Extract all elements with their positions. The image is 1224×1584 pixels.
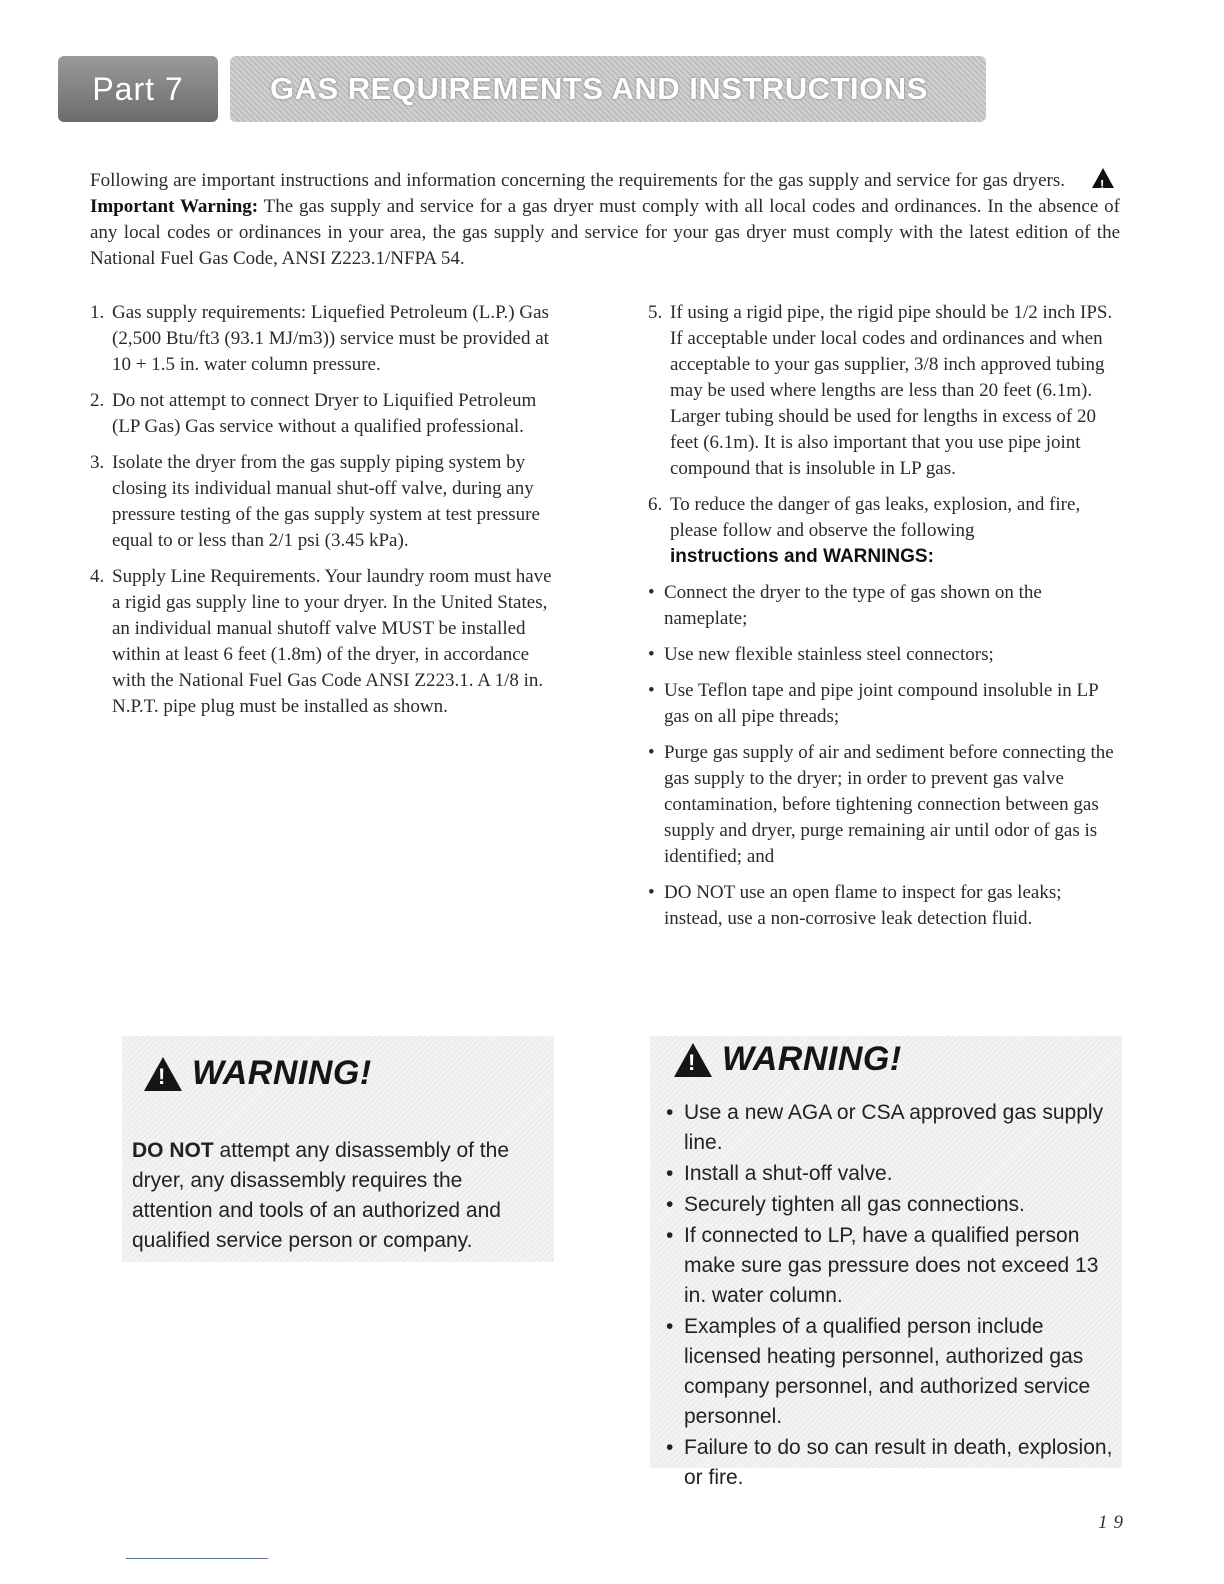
- item-number: 2.: [90, 390, 105, 411]
- bullet-dot: •: [648, 644, 655, 665]
- item-number: 6.: [648, 494, 663, 515]
- bullet-text: Purge gas supply of air and sediment before connecting the gas supply to the dryer; in order to prevent gas valve contamination, before tightening connection between gas supply and dryer, purge remaining air until odor of gas is identified; and: [664, 742, 1114, 867]
- part-tab: [58, 56, 218, 122]
- section-title: GAS REQUIREMENTS AND INSTRUCTIONS: [270, 71, 928, 106]
- instructions-warnings-heading: instructions and WARNINGS:: [670, 546, 934, 567]
- bullet-dot: •: [666, 1436, 674, 1459]
- item-number: 3.: [90, 452, 105, 473]
- item-text: Gas supply requirements: Liquefied Petroleum (L.P.) Gas (2,500 Btu/ft3 (93.1 MJ/m3)) service must be provided at 10 + 1.5 in. water column pressure.: [112, 302, 549, 375]
- item-text: If using a rigid pipe, the rigid pipe should be 1/2 inch IPS. If acceptable under local codes and ordinances and when acceptable to your gas supplier, 3/8 inch approved tubing may be used where lengths are less than 20 feet (6.1m). Larger tubing should be used for lengths in excess of 20 feet (6.1m). It is also important that you use pipe joint compound that is insoluble in LP gas.: [670, 302, 1113, 479]
- warning-bullet-text: If connected to LP, have a qualified person make sure gas pressure does not exceed 13 in. water column.: [684, 1224, 1099, 1307]
- intro-text-after: The gas supply and service for a gas dryer must comply with all local codes and ordinances. In the absence of any local codes or ordinances in your area, the gas supply and service for your gas dryer must comply with the latest edition of the National Fuel Gas Code, ANSI Z223.1/NFPA 54.: [90, 196, 1120, 269]
- page-number: 19: [1098, 1512, 1129, 1533]
- warning-heading-text: WARNING!: [722, 1040, 902, 1078]
- bullet-item: [648, 580, 1118, 632]
- item-number: 4.: [90, 566, 105, 587]
- bullet-item: [648, 880, 1118, 932]
- bullet-dot: •: [666, 1162, 674, 1185]
- warning-list: [666, 1098, 1116, 1494]
- bullet-dot: •: [648, 742, 655, 763]
- list-item: [648, 300, 1118, 482]
- bullet-item: [648, 678, 1118, 730]
- bullet-dot: •: [648, 582, 655, 603]
- list-item: [648, 492, 1118, 570]
- bullet-dot: •: [666, 1193, 674, 1216]
- item-number: 5.: [648, 302, 663, 323]
- left-column: [90, 300, 560, 730]
- item-text: [670, 492, 1118, 570]
- bullet-text: Connect the dryer to the type of gas shown on the nameplate;: [664, 582, 1042, 629]
- list-item: [90, 300, 560, 378]
- warning-bullet: [666, 1190, 1116, 1220]
- warning-bullet: [666, 1433, 1116, 1493]
- warning-box-gas: [650, 1036, 1122, 1489]
- bullet-dot: •: [666, 1224, 674, 1247]
- warning-bullet: [666, 1098, 1116, 1158]
- bullet-text: Use Teflon tape and pipe joint compound insoluble in LP gas on all pipe threads;: [664, 680, 1099, 727]
- warning-bullet: [666, 1159, 1116, 1189]
- warning-body: [132, 1136, 542, 1256]
- warning-bullet-text: Securely tighten all gas connections.: [684, 1193, 1025, 1216]
- item-number: 1.: [90, 302, 105, 323]
- bullet-item: [648, 740, 1118, 870]
- bullet-dot: •: [648, 882, 655, 903]
- part-label: Part 7: [92, 70, 184, 107]
- warning-heading: [674, 1040, 902, 1079]
- warning-lead: DO NOT: [132, 1139, 214, 1162]
- warning-heading: [144, 1054, 372, 1093]
- warning-bullet-text: Install a shut-off valve.: [684, 1162, 893, 1185]
- intro-paragraph: [90, 166, 1120, 272]
- section-title-bar: [230, 56, 986, 122]
- item-text: Do not attempt to connect Dryer to Liquified Petroleum (LP Gas) Gas service without a qualified professional.: [112, 390, 537, 437]
- warning-bullet-text: Use a new AGA or CSA approved gas supply line.: [684, 1101, 1104, 1154]
- warning-bullet: [666, 1312, 1116, 1432]
- warning-triangle-icon: [1092, 168, 1114, 188]
- item-text: Isolate the dryer from the gas supply piping system by closing its individual manual shut-off valve, during any pressure testing of the gas supply system at test pressure equal to or less than 2/1 psi (3.45 kPa).: [112, 452, 540, 551]
- list-item: [90, 564, 560, 720]
- warning-heading-text: WARNING!: [192, 1054, 372, 1092]
- intro-text-before: Following are important instructions and information concerning the requirements for the gas supply and service for gas dryers.: [90, 170, 1066, 191]
- warning-bullet-text: Examples of a qualified person include licensed heating personnel, authorized gas company personnel, and authorized service personnel.: [684, 1315, 1091, 1428]
- warning-box-disassembly: [122, 1036, 554, 1262]
- warning-triangle-icon: [144, 1057, 182, 1091]
- bullet-dot: •: [666, 1101, 674, 1124]
- list-item: [90, 450, 560, 554]
- item-text-body: To reduce the danger of gas leaks, explosion, and fire, please follow and observe the following: [670, 494, 1081, 541]
- warning-bullet: [666, 1221, 1116, 1311]
- bullet-dot: •: [666, 1315, 674, 1338]
- warning-bullet-text: Failure to do so can result in death, explosion, or fire.: [684, 1436, 1113, 1489]
- bullet-text: DO NOT use an open flame to inspect for gas leaks; instead, use a non-corrosive leak detection fluid.: [664, 882, 1062, 929]
- right-column: [648, 300, 1118, 942]
- footer-rule: [126, 1558, 268, 1559]
- important-warning-label: Important Warning:: [90, 196, 259, 217]
- bullet-item: [648, 642, 1118, 668]
- list-item: [90, 388, 560, 440]
- warning-text: attempt any disassembly of the dryer, any disassembly requires the attention and tools of an authorized and qualified service person or company.: [132, 1139, 509, 1252]
- bullet-dot: •: [648, 680, 655, 701]
- bullet-text: Use new flexible stainless steel connectors;: [664, 644, 994, 665]
- item-text: Supply Line Requirements. Your laundry room must have a rigid gas supply line to your dryer. In the United States, an individual manual shutoff valve MUST be installed within at least 6 feet (1.8m) of the dryer, in accordance with the National Fuel Gas Code ANSI Z223.1. A 1/8 in. N.P.T. pipe plug must be installed as shown.: [112, 566, 552, 717]
- warning-triangle-icon: [674, 1043, 712, 1077]
